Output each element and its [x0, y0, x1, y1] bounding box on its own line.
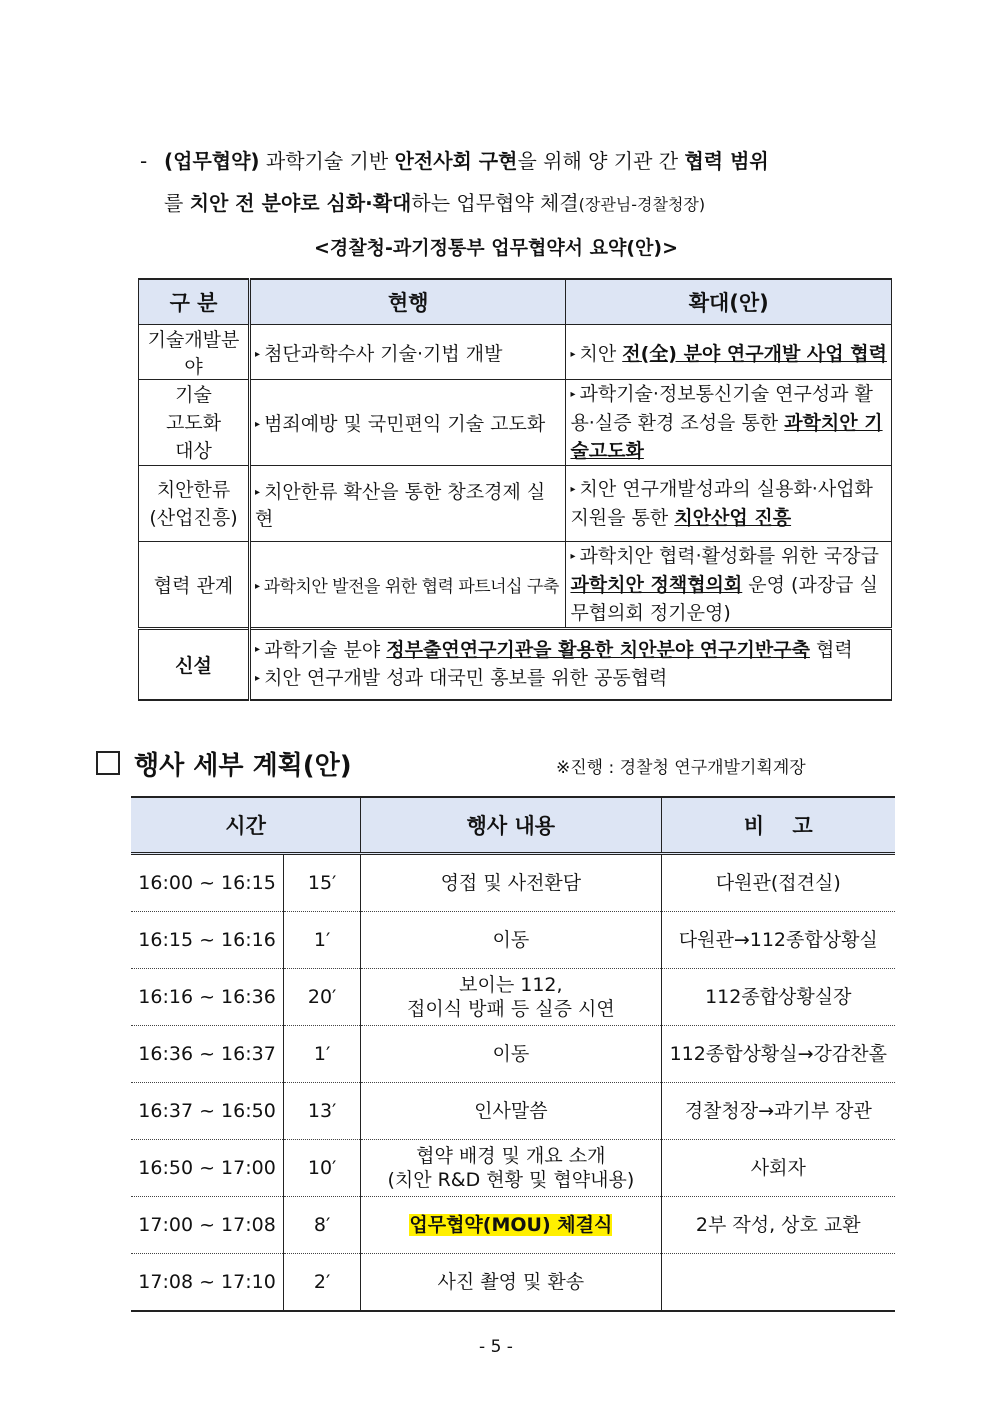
dash-bullet: - [140, 149, 148, 173]
schedule-note: 2부 작성, 상호 교환 [661, 1197, 895, 1254]
schedule-duration: 8′ [284, 1197, 361, 1254]
summary-row [139, 325, 892, 380]
content-line: 업무협약(MOU) 체결식 [409, 1214, 613, 1236]
schedule-row [131, 854, 895, 912]
schedule-time: 17:08 ~ 17:10 [131, 1254, 284, 1312]
row-category: 기술개발분야 [139, 325, 250, 380]
row-expansion: ▸ 과학치안 협력·활성화를 위한 국장급 과학치안 정책협의회 운영 (과장급 실무협의회 정기운영) [566, 542, 892, 629]
schedule-row [131, 969, 895, 1026]
intro-bold: 안전사회 구현 [394, 149, 518, 173]
content-line: 이동 [492, 1043, 530, 1065]
content-line: 이동 [492, 929, 530, 951]
section-note: ※진행 : 경찰청 연구개발기획계장 [556, 758, 806, 778]
intro-bold: 협력 범위 [684, 149, 769, 173]
schedule-duration: 13′ [284, 1083, 361, 1140]
intro-text: 을 위해 양 기관 간 [517, 149, 685, 173]
row-expansion: ▸ 치안 전(全) 분야 연구개발 사업 협력 [566, 325, 892, 380]
section-heading [96, 745, 352, 782]
row-current: ▸ 첨단과학수사 기술·기법 개발 [250, 325, 566, 380]
schedule-content [361, 969, 661, 1026]
schedule-table [131, 796, 895, 1312]
content-line: 영접 및 사전환담 [440, 872, 582, 894]
section-title: 행사 세부 계획(안) [134, 751, 352, 781]
schedule-note: 사회자 [661, 1140, 895, 1197]
content-line: (치안 R&D 현황 및 협약내용) [387, 1169, 635, 1191]
content-line: 인사말씀 [474, 1100, 548, 1122]
new-category: 신설 [139, 628, 250, 700]
schedule-note: 112종합상황실→강감찬홀 [661, 1026, 895, 1083]
intro-text: 를 [164, 191, 190, 215]
schedule-duration: 1′ [284, 912, 361, 969]
schedule-note [661, 1254, 895, 1312]
schedule-row [131, 912, 895, 969]
summary-header-row [139, 279, 892, 325]
schedule-content [361, 1254, 661, 1312]
content-line: 접이식 방패 등 실증 시연 [407, 998, 615, 1020]
row-expansion: ▸ 과학기술·정보통신기술 연구성과 활용·실증 환경 조성을 통한 과학치안 기술고도화 [566, 380, 892, 466]
content-line: 협약 배경 및 개요 소개 [416, 1145, 606, 1167]
header-time: 시간 [131, 797, 361, 854]
schedule-duration: 2′ [284, 1254, 361, 1312]
schedule-row [131, 1197, 895, 1254]
schedule-row [131, 1254, 895, 1312]
schedule-time: 16:36 ~ 16:37 [131, 1026, 284, 1083]
schedule-duration: 1′ [284, 1026, 361, 1083]
summary-new-row [139, 628, 892, 700]
row-category: 기술 고도화 대상 [139, 380, 250, 466]
schedule-note: 112종합상황실장 [661, 969, 895, 1026]
schedule-note: 다원관(접견실) [661, 854, 895, 912]
schedule-content [361, 1083, 661, 1140]
content-line: 보이는 112, [459, 974, 563, 996]
summary-row [139, 466, 892, 542]
content-line: 사진 촬영 및 환송 [437, 1271, 585, 1293]
header-current: 현행 [250, 279, 566, 325]
summary-table [138, 278, 892, 701]
table-caption: <경찰청-과기정통부 업무협약서 요약(안)> [314, 237, 678, 259]
header-note: 비 고 [661, 797, 895, 854]
intro-note: (장관님-경찰청장) [578, 195, 706, 214]
schedule-duration: 10′ [284, 1140, 361, 1197]
schedule-note: 경찰청장→과기부 장관 [661, 1083, 895, 1140]
schedule-note: 다원관→112종합상황실 [661, 912, 895, 969]
header-content: 행사 내용 [361, 797, 661, 854]
schedule-row [131, 1026, 895, 1083]
page-number: - 5 - [479, 1337, 513, 1357]
row-category: 협력 관계 [139, 542, 250, 629]
intro-text: 과학기술 기반 [259, 149, 395, 173]
schedule-row [131, 1083, 895, 1140]
schedule-time: 16:37 ~ 16:50 [131, 1083, 284, 1140]
schedule-time: 16:50 ~ 17:00 [131, 1140, 284, 1197]
schedule-duration: 15′ [284, 854, 361, 912]
intro-paragraph [140, 140, 900, 226]
schedule-content [361, 1140, 661, 1197]
header-category: 구 분 [139, 279, 250, 325]
schedule-time: 16:15 ~ 16:16 [131, 912, 284, 969]
row-category: 치안한류 (산업진흥) [139, 466, 250, 542]
row-current: ▸ 과학치안 발전을 위한 협력 파트너십 구축 [250, 542, 566, 629]
schedule-content [361, 854, 661, 912]
intro-text: 하는 업무협약 체결 [411, 191, 579, 215]
row-current: ▸ 치안한류 확산을 통한 창조경제 실현 [250, 466, 566, 542]
summary-row [139, 542, 892, 629]
schedule-content [361, 912, 661, 969]
row-expansion: ▸ 치안 연구개발성과의 실용화·사업화 지원을 통한 치안산업 진흥 [566, 466, 892, 542]
row-current: ▸ 범죄예방 및 국민편익 기술 고도화 [250, 380, 566, 466]
summary-row [139, 380, 892, 466]
schedule-time: 16:00 ~ 16:15 [131, 854, 284, 912]
schedule-header-row [131, 797, 895, 854]
intro-label: (업무협약) [164, 149, 260, 173]
header-expansion: 확대(안) [566, 279, 892, 325]
schedule-time: 16:16 ~ 16:36 [131, 969, 284, 1026]
schedule-content [361, 1197, 661, 1254]
new-content: ▸ 과학기술 분야 정부출연연구기관을 활용한 치안분야 연구기반구축 협력 ▸ 치안 연구개발 성과 대국민 홍보를 위한 공동협력 [250, 628, 892, 700]
schedule-time: 17:00 ~ 17:08 [131, 1197, 284, 1254]
schedule-content [361, 1026, 661, 1083]
schedule-duration: 20′ [284, 969, 361, 1026]
square-bullet-icon [96, 751, 120, 775]
schedule-row [131, 1140, 895, 1197]
intro-bold: 치안 전 분야로 심화·확대 [189, 191, 412, 215]
